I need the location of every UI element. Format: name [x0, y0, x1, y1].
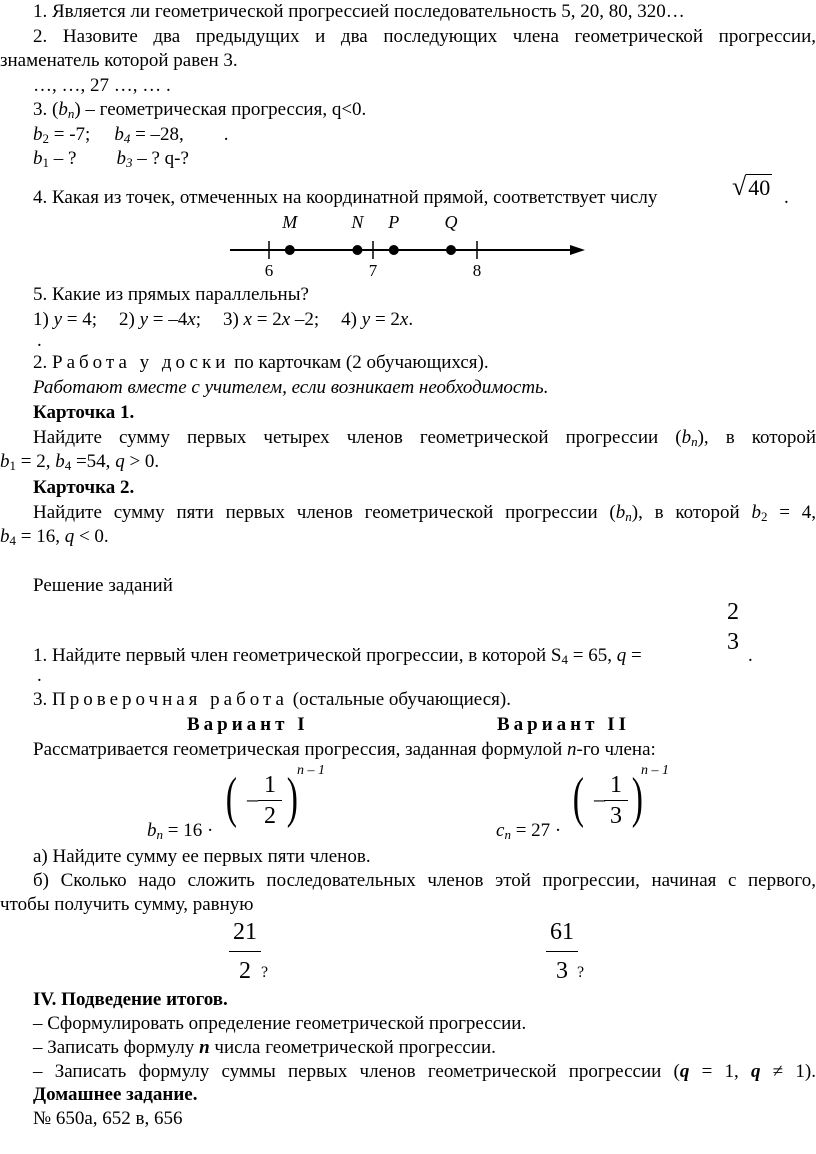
tick-label: 8	[472, 261, 482, 280]
text: .	[408, 309, 414, 330]
fraction-1-2	[258, 770, 282, 831]
sub: 1	[42, 155, 49, 170]
var: b	[33, 124, 43, 145]
point-label: M	[282, 212, 298, 232]
point-N	[352, 245, 362, 255]
fraction-21-2	[229, 917, 261, 986]
text: = 2	[370, 309, 400, 330]
sub: 3	[125, 155, 133, 170]
var: x	[281, 309, 291, 330]
text: = –4	[148, 309, 188, 330]
spaced-title: Проверочная работа	[52, 689, 288, 710]
right-paren: )	[286, 767, 298, 829]
text: числа геометрической прогрессии.	[209, 1037, 496, 1058]
denominator: 3	[556, 958, 568, 984]
solutions-title: Решение заданий	[33, 575, 173, 596]
text: = –28,	[130, 124, 184, 145]
task-b-line1: б) Сколько надо сложить последовательных членов этой прогрессии, начиная с первого,	[33, 870, 816, 891]
question-3-find	[33, 148, 189, 170]
text: .	[748, 645, 753, 666]
text: Рассматривается геометрическая прогрессия, заданная формулой	[33, 739, 568, 760]
text: .	[784, 187, 789, 208]
text: -го члена:	[576, 739, 656, 760]
text: – ?	[49, 148, 77, 169]
tick-label: 7	[368, 261, 378, 280]
section-3-intro	[33, 739, 656, 761]
exp: n – 1	[297, 763, 325, 778]
arrow-head	[570, 245, 585, 255]
numerator: 1	[610, 772, 622, 798]
text: .	[37, 665, 42, 686]
card-2-title	[33, 477, 134, 499]
var: q	[616, 645, 627, 666]
text: 1. Найдите первый член геометрической прогрессии, в которой S	[33, 645, 562, 666]
text: 2)	[119, 309, 140, 330]
text: .	[37, 330, 42, 351]
text: = 4,	[767, 502, 816, 523]
spaced-title: Работа у доски	[52, 352, 230, 373]
title: Вариант II	[497, 714, 631, 735]
formula-cn-lhs	[496, 820, 561, 842]
card-1-line1: Найдите сумму первых четырех членов геометрической прогрессии $(b_n)$, в которой	[33, 427, 816, 449]
point-label: N	[351, 212, 364, 232]
question-2-line2: знаменатель которой равен 3.	[0, 50, 238, 71]
section-3-heading	[33, 689, 511, 711]
text: = -7;	[49, 124, 91, 145]
text: = 27 ·	[510, 820, 562, 841]
title: Домашнее задание.	[33, 1084, 198, 1105]
text: =	[626, 645, 642, 666]
point-M	[285, 245, 295, 255]
text: – ? q-?	[132, 148, 189, 169]
title: Карточка 1.	[33, 402, 135, 423]
card-2-line1: Найдите сумму пяти первых членов геометрической прогрессии $(b_n)$, в которой $b_2 = 4$,	[33, 502, 816, 524]
var: n	[199, 1037, 210, 1058]
sub: n	[156, 827, 163, 842]
fraction-1-3	[604, 770, 628, 831]
text: ≠ 1).	[760, 1061, 816, 1082]
var: n	[567, 739, 577, 760]
question-4: 4. Какая из точек, отмеченных на координатной прямой, соответствует числу	[33, 187, 658, 208]
var: c	[496, 820, 505, 841]
task-a: а) Найдите сумму ее первых пяти членов.	[33, 846, 371, 867]
homework-title	[33, 1084, 197, 1106]
text: ), в которой	[631, 502, 752, 523]
fraction-bar	[229, 951, 261, 952]
fraction-61-3	[546, 917, 578, 986]
text: – Записать формулу суммы первых членов геометрической прогрессии (	[33, 1061, 680, 1082]
var: x	[187, 309, 196, 330]
text: Найдите сумму пяти первых членов геометрической прогрессии (	[33, 502, 616, 523]
point-label: P	[388, 212, 400, 232]
question-1: 1. Является ли геометрической прогрессией последовательность 5, 20, 80, 320…	[33, 1, 685, 22]
minus-sign: –	[247, 786, 258, 811]
var: b	[33, 148, 43, 169]
numerator: 21	[233, 919, 257, 945]
text: 3)	[222, 309, 244, 330]
question-5: 5. Какие из прямых параллельны?	[33, 284, 309, 305]
fraction-2-3	[718, 597, 748, 657]
section-4-item-3	[33, 1061, 816, 1083]
section-4-item-1: – Сформулировать определение геометрической прогрессии.	[33, 1013, 527, 1034]
text: 3. (	[33, 99, 59, 120]
variant-1	[187, 714, 309, 736]
question-2-sequence: …, …, 27 …, … .	[33, 75, 171, 96]
text: < 0.	[74, 526, 109, 547]
sub: 4	[123, 131, 131, 146]
text: ) – геометрическая прогрессия, q<0.	[74, 99, 367, 120]
card-1-title	[33, 402, 134, 424]
fraction-bar	[546, 951, 578, 952]
var: y	[361, 309, 371, 330]
var: b	[147, 820, 157, 841]
text: по карточкам (2 обучающихся).	[229, 352, 489, 373]
sub: 2	[42, 131, 49, 146]
card-2-line2: $b_4 = 16$, q < 0.	[0, 526, 109, 548]
text: .	[223, 124, 229, 145]
section-2-heading	[33, 352, 489, 374]
denominator: 3	[727, 629, 739, 655]
formula-bn-lhs	[147, 820, 213, 842]
section-4-item-2	[33, 1037, 496, 1059]
exp: n – 1	[641, 763, 669, 778]
text: 3.	[33, 689, 52, 710]
right-paren: )	[631, 767, 643, 829]
denominator: 3	[610, 803, 622, 829]
title: Карточка 2.	[33, 477, 135, 498]
card-1-line2: $b_1 = 2$, $b_4 =54$, q > 0.	[0, 451, 160, 473]
section-2-note	[33, 377, 548, 399]
text: Найдите сумму первых четырех членов геометрической прогрессии (	[33, 427, 682, 448]
text: = 65,	[567, 645, 617, 666]
text: ;	[195, 309, 201, 330]
denominator: 2	[239, 958, 251, 984]
numerator: 1	[264, 772, 276, 798]
text: = 2,	[16, 451, 56, 472]
numerator: 2	[727, 599, 739, 625]
point-P	[389, 245, 399, 255]
text: ?	[577, 964, 585, 981]
title: Вариант I	[187, 714, 309, 735]
point-label: Q	[444, 212, 458, 232]
question-2-line1: 2. Назовите два предыдущих и два последующих члена геометрической прогрессии,	[33, 26, 816, 47]
var: y	[139, 309, 149, 330]
question-3-given	[33, 124, 229, 146]
text: = 16,	[16, 526, 65, 547]
solve-task-1	[33, 645, 642, 667]
sub: n	[504, 827, 511, 842]
text: 2.	[33, 352, 52, 373]
text: 1)	[33, 309, 54, 330]
sqrt-40	[732, 172, 772, 201]
text: –2;	[290, 309, 320, 330]
text: = 4;	[62, 309, 98, 330]
point-Q	[446, 245, 456, 255]
exponent	[641, 760, 669, 782]
left-paren: (	[225, 767, 237, 829]
note: Работают вместе с учителем, если возникает необходимость.	[33, 377, 549, 398]
text: =54,	[71, 451, 116, 472]
var: x	[399, 309, 409, 330]
var: x	[243, 309, 252, 330]
text: 4)	[341, 309, 362, 330]
text: > 0.	[124, 451, 160, 472]
homework-text: № 650а, 652 в, 656	[33, 1108, 183, 1129]
var: b	[114, 124, 124, 145]
var: b	[58, 99, 68, 120]
numerator: 61	[550, 919, 574, 945]
sub: 4	[561, 652, 568, 667]
question-3	[33, 99, 366, 121]
radicand: 40	[748, 175, 771, 200]
title: IV. Подведение итогов.	[33, 989, 228, 1010]
sub: n	[67, 106, 75, 121]
text: ), в которой	[697, 427, 816, 448]
radical-sign: √	[732, 172, 747, 201]
var: y	[53, 309, 63, 330]
var: q	[751, 1061, 761, 1082]
text: = 2	[251, 309, 282, 330]
tick-label: 6	[264, 261, 274, 280]
section-4-title	[33, 989, 228, 1011]
var: q	[679, 1061, 690, 1082]
number-line	[220, 205, 600, 285]
text: ?	[261, 964, 269, 981]
task-b-line2: чтобы получить сумму, равную	[0, 894, 254, 915]
minus-sign: –	[594, 786, 605, 811]
text: = 1,	[689, 1061, 752, 1082]
text: (остальные обучающиеся).	[288, 689, 511, 710]
question-5-options	[33, 309, 413, 331]
var: b	[116, 148, 126, 169]
left-paren: (	[572, 767, 584, 829]
exponent	[297, 760, 325, 782]
text: – Записать формулу	[33, 1037, 200, 1058]
text: = 16 ·	[163, 820, 214, 841]
variant-2	[497, 714, 630, 736]
denominator: 2	[264, 803, 276, 829]
